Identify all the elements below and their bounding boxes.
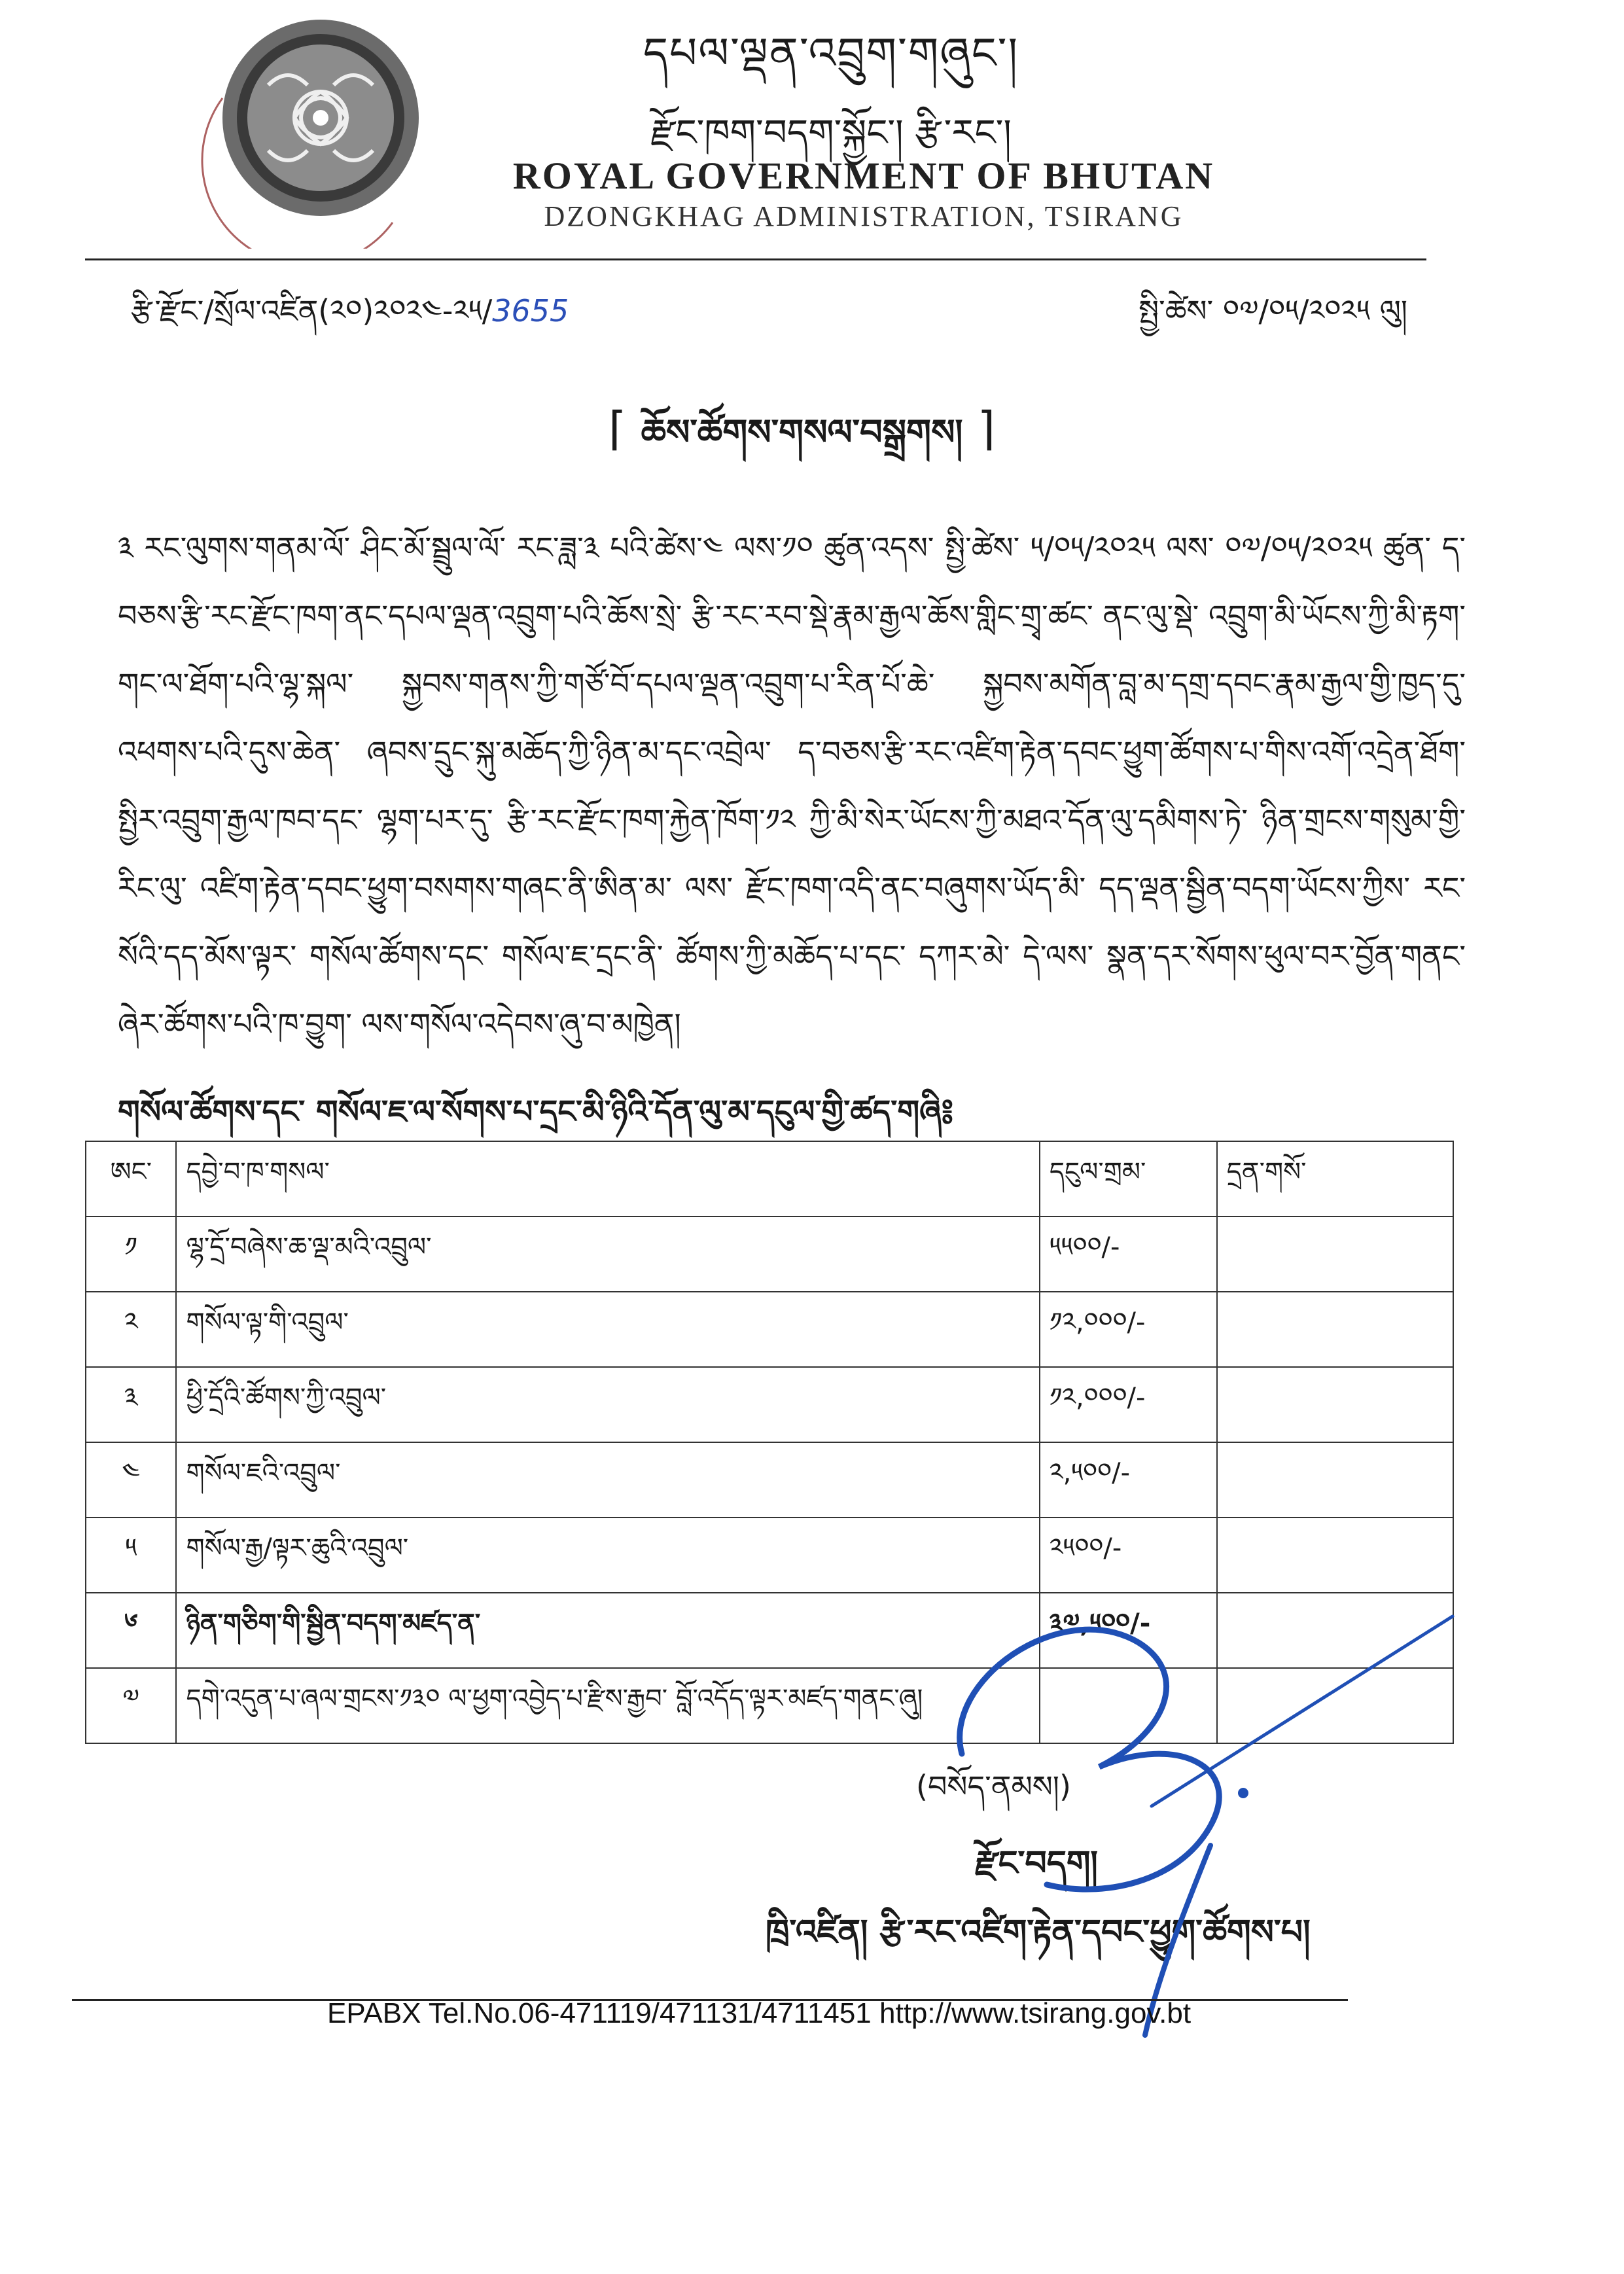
row-item: གསོལ་རྒྱ/ལྟར་ཆུའི་འབྲུལ་ — [176, 1518, 1039, 1593]
reference-printed: རྩི་རྫོང་/སྲོལ་འཛིན(༢༠)༢༠༢༤-༢༥/ — [131, 293, 493, 329]
row-remarks — [1217, 1442, 1453, 1518]
row-amount: ༢༥༠༠/- — [1040, 1518, 1217, 1593]
signer-title: རྫོང་བདག། — [975, 1844, 1098, 1883]
row-number: ༣ — [86, 1367, 176, 1442]
subject-heading: ⌈ ཆོས་ཚོགས་གསལ་བསྒྲགས། ⌉ — [609, 402, 996, 455]
english-title: ROYAL GOVERNMENT OF BHUTAN — [512, 154, 1215, 197]
col-item-header: དབྱེ་བ་ཁ་གསལ་ — [176, 1141, 1039, 1217]
date-value: ༠༧/༠༥/༢༠༢༥ ལུ། — [1222, 293, 1408, 329]
footer-contact: EPABX Tel.No.06-471119/471131/4711451 http://www.tsirang.gov.bt — [327, 1997, 1192, 2029]
row-amount: ༡༢,༠༠༠/- — [1040, 1292, 1217, 1367]
row-item: ལྷ་དྲོ་བཞེས་ཆ་ལྡ་མའི་འབྲུལ་ — [176, 1217, 1039, 1292]
row-amount: ༡༢,༠༠༠/- — [1040, 1367, 1217, 1442]
closing-text: (བསོད་ནམས།) — [916, 1769, 1071, 1804]
table-row — [86, 1442, 1453, 1518]
row-item: གསོལ་ལྟ་གི་འབྲུལ་ — [176, 1292, 1039, 1367]
col-amount-header: དངུལ་གྲམ་ — [1040, 1141, 1217, 1217]
header-divider — [85, 258, 1426, 260]
table-row — [86, 1367, 1453, 1442]
letter-date — [1139, 278, 1407, 363]
row-number: ༦ — [86, 1593, 176, 1668]
row-amount: ༣༧,༥༠༠/- — [1040, 1593, 1217, 1668]
row-remarks — [1217, 1367, 1453, 1442]
reference-handwritten: 3655 — [492, 293, 569, 329]
handwritten-signature — [903, 1518, 1466, 2061]
row-item: དགེ་འདུན་པ་ཞལ་གྲངས་༡༣༠ ལ་ཕྱག་འབྱེད་པ་རྫིས་རྒྱབ་ བློ་འདོད་ལྟར་མཛད་གནང་ཞུ། — [176, 1668, 1039, 1743]
tibetan-title: དཔལ་ལྡན་འབྲུག་གཞུང་། — [643, 28, 1019, 79]
row-number: ༥ — [86, 1518, 176, 1593]
reference-number — [131, 278, 569, 363]
row-item: ཉིན་གཅིག་གི་སྦྱིན་བདག་མཛད་ན་ — [176, 1593, 1039, 1668]
table-row — [86, 1292, 1453, 1367]
row-item: གསོལ་ཇའི་འབྲུལ་ — [176, 1442, 1039, 1518]
row-number: ༤ — [86, 1442, 176, 1518]
col-remarks-header: དྲན་གསོ་ — [1217, 1141, 1453, 1217]
table-header-row — [86, 1141, 1453, 1217]
notice-body: ༣ རང་ལུགས་གནམ་ལོ་ ཤིང་མོ་སྦྲུལ་ལོ་ རང་ཟླ་༣ པའི་ཚེས་༤ ལས་༡༠ ཚུན་འདས་ སྤྱི་ཚེས་ ༥/༠༥/༢༠༢༥ ལས་ ༠༧/༠༥/༢༠༢༥ ཚུན་ ད་བཅས་རྩི་རང་རྫོང་ཁག་ནང་དཔལ་ལྡན་འབྲུག་པའི་ཆོས་སྲེ་ རྩི་རང་རབ་སྡེ་རྣམ་རྒྱལ་ཆོས་གླིང་གྲྭ་ཚང་ ནང་ལུ་སྡེ་ འབྲུག་མི་ཡོངས་ཀྱི་མི་རྟག་གང་ལ་ཐོག་པའི་ལྷ་སྐལ་ སྐྱབས་གནས་ཀྱི་གཙོ་བོ་དཔལ་ལྡན་འབྲུག་པ་རིན་པོ་ཆེ་ སྐྱབས་མགོན་བླ་མ་དགྲ་དབང་རྣམ་རྒྱལ་གྱི་ཁྱད་དུ་འཕགས་པའི་དུས་ཆེན་ ཞབས་དྲུང་སྐུ་མཆོད་ཀྱི་ཉིན་མ་དང་འབྲེལ་ ད་བཅས་རྩི་རང་འཛིག་རྟེན་དབང་ཕྱུག་ཚོགས་པ་གིས་འགོ་འདྲེན་ཐོག་ སྤྱིར་འབྲུག་རྒྱལ་ཁབ་དང་ ལྷག་པར་དུ་ རྩི་རང་རྫོང་ཁག་རྐྱེན་ཁོག་༡༢ ཀྱི་མི་སེར་ཡོངས་ཀྱི་མཐའ་དོན་ལུ་དམིགས་ཏེ་ ཉིན་གྲངས་གསུམ་གྱི་རིང་ལུ་ འཛིག་རྟེན་དབང་ཕྱུག་བསགས་གཞང་ནི་ཨིན་མ་ ལས་ རྫོང་ཁག་འདི་ནང་བཞུགས་ཡོད་མི་ དད་ལྡན་སྦྱིན་བདག་ཡོངས་ཀྱིས་ རང་སོའི་དད་མོས་ལྟར་ གསོལ་ཚོགས་དང་ གསོལ་ཇ་དྲང་ནི་ ཚོགས་ཀྱི་མཆོད་པ་དང་ དཀར་མེ་ དེ་ལས་ སྣན་དར་སོགས་ཕུལ་བར་བྱོན་གནང་ཞེར་ཚོགས་པའི་ཁ་བྱུག་ ལས་གསོལ་འདེབས་ཞུ་བ་མཁྱེན། — [118, 530, 1466, 1042]
date-label: སྤྱི་ཚེས་ — [1139, 293, 1214, 329]
english-subtitle: DZONGKHAG ADMINISTRATION, TSIRANG — [544, 200, 1184, 232]
row-number: ༡ — [86, 1217, 176, 1292]
tibetan-subtitle: རྫོང་ཁག་བདག་སྐྱོང་། རྩི་རང་། — [650, 112, 1012, 154]
royal-seal — [196, 7, 445, 249]
table-title: གསོལ་ཚོགས་དང་ གསོལ་ཇ་ལ་སོགས་པ་དྲང་མི་ཉིའི་དོན་ལུ་མ་དངུལ་གྱི་ཚད་གཞི༔ — [118, 1093, 954, 1130]
col-number-header: ཨང་ — [86, 1141, 176, 1217]
row-number: ༧ — [86, 1668, 176, 1743]
row-number: ༢ — [86, 1292, 176, 1367]
row-item: ཕྱི་དྲོའི་ཚོགས་ཀྱི་འབྲུལ་ — [176, 1367, 1039, 1442]
row-remarks — [1217, 1292, 1453, 1367]
subject-text: ཆོས་ཚོགས་གསལ་བསྒྲགས། — [641, 412, 963, 453]
signer-designation: ཁྲི་འཛིན། རྩི་རང་འཛིག་རྟེན་དབང་ཕྱུག་ཚོགས་པ། — [766, 1913, 1311, 1952]
table-row — [86, 1217, 1453, 1292]
row-amount: ༥༥༠༠/- — [1040, 1217, 1217, 1292]
row-remarks — [1217, 1217, 1453, 1292]
row-amount: ༢,༥༠༠/- — [1040, 1442, 1217, 1518]
